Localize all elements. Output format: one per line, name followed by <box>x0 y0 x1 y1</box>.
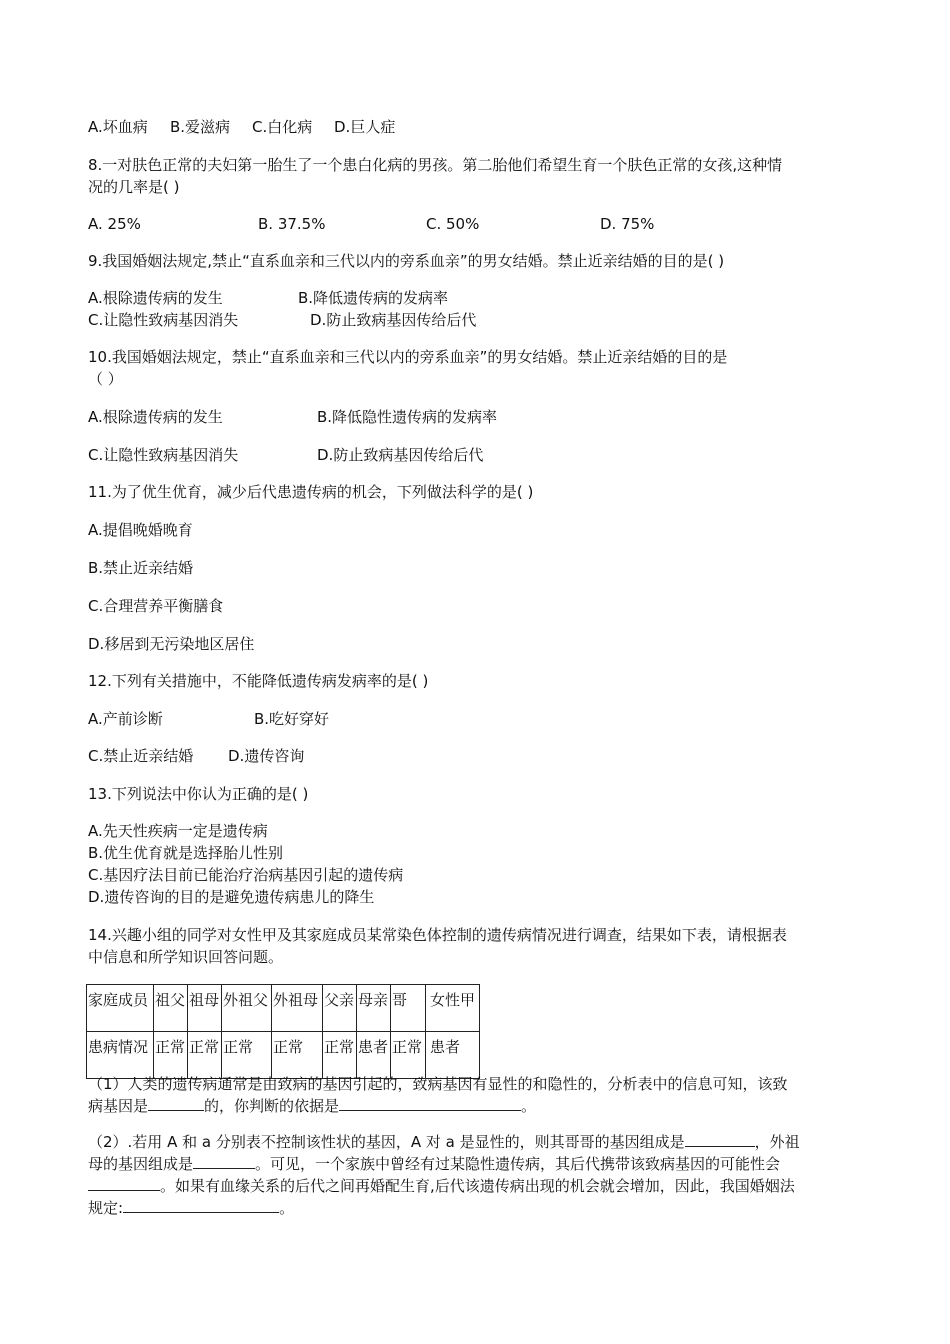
q9-option-c: C.让隐性致病基因消失 <box>88 311 239 329</box>
table-cell: 患者 <box>357 1032 391 1079</box>
q14-part2-text: 。如果有血缘关系的后代之间再婚配生育,后代该遗传病出现的机会就会增加，因此，我国婚姻法 <box>160 1177 795 1195</box>
table-cell: 正常 <box>323 1032 357 1079</box>
answer-blank-6[interactable] <box>123 1198 279 1213</box>
q14-part2-text: 。可见，一个家族中曾经有过某隐性遗传病，其后代携带该致病基因的可能性会 <box>255 1155 781 1173</box>
table-cell: 外祖父 <box>222 985 272 1032</box>
q9-stem: 9.我国婚姻法规定,禁止“直系血亲和三代以内的旁系血亲”的男女结婚。禁止近亲结婚的目的是( ) <box>88 252 725 270</box>
table-cell: 女性甲 <box>426 985 480 1032</box>
family-survey-table <box>86 984 480 1079</box>
q12-stem: 12.下列有关措施中，不能降低遗传病发病率的是( ) <box>88 672 429 690</box>
q14-part2-line4 <box>88 1198 294 1218</box>
table-cell: 正常 <box>272 1032 323 1079</box>
q12-option-b: B.吃好穿好 <box>254 710 330 728</box>
q14-part2-line2 <box>88 1154 780 1174</box>
table-cell: 患者 <box>426 1032 480 1079</box>
q13-option-d: D.遗传咨询的目的是避免遗传病患儿的降生 <box>88 888 375 906</box>
answer-blank-3[interactable] <box>685 1132 755 1147</box>
q10-option-b: B.降低隐性遗传病的发病率 <box>317 408 498 426</box>
q14-part2-line3 <box>88 1176 795 1196</box>
q8-stem-line1: 8.一对肤色正常的夫妇第一胎生了一个患白化病的男孩。第二胎他们希望生育一个肤色正常的女孩,这种情 <box>88 156 783 174</box>
table-cell: 正常 <box>222 1032 272 1079</box>
table-cell: 正常 <box>188 1032 222 1079</box>
q14-part2-text: 规定: <box>88 1199 124 1217</box>
q9-option-a: A.根除遗传病的发生 <box>88 289 223 307</box>
q7-option-d: D.巨人症 <box>334 118 396 136</box>
table-cell: 哥 <box>391 985 426 1032</box>
q8-stem-line2: 况的几率是( ) <box>88 178 180 196</box>
q13-stem: 13.下列说法中你认为正确的是( ) <box>88 785 309 803</box>
q12-option-c: C.禁止近亲结婚 <box>88 747 194 765</box>
table-cell: 正常 <box>391 1032 426 1079</box>
q11-stem: 11.为了优生优育，减少后代患遗传病的机会，下列做法科学的是( ) <box>88 483 534 501</box>
q10-option-c: C.让隐性致病基因消失 <box>88 446 239 464</box>
q9-option-d: D.防止致病基因传给后代 <box>310 311 477 329</box>
q8-option-b: B. 37.5% <box>258 215 326 233</box>
table-cell: 患病情况 <box>87 1032 154 1079</box>
table-header-row <box>87 985 480 1032</box>
table-cell: 外祖母 <box>272 985 323 1032</box>
q7-option-c: C.白化病 <box>252 118 313 136</box>
q12-option-d: D.遗传咨询 <box>228 747 305 765</box>
q12-option-a: A.产前诊断 <box>88 710 163 728</box>
q11-option-c: C.合理营养平衡膳食 <box>88 597 224 615</box>
q8-option-d: D. 75% <box>600 215 655 233</box>
table-cell: 祖母 <box>188 985 222 1032</box>
q14-part2-text: 。 <box>279 1199 295 1217</box>
q14-part1-line1: （1）人类的遗传病通常是由致病的基因引起的，致病基因有显性的和隐性的，分析表中的信息可知，该致 <box>88 1075 788 1093</box>
q14-part1-text: 病基因是 <box>88 1097 149 1115</box>
q13-option-c: C.基因疗法目前已能治疗治病基因引起的遗传病 <box>88 866 404 884</box>
q7-option-a: A.坏血病 <box>88 118 148 136</box>
q14-stem-line2: 中信息和所学知识回答问题。 <box>88 948 284 966</box>
answer-blank-5[interactable] <box>88 1176 160 1191</box>
table-cell: 正常 <box>154 1032 188 1079</box>
q14-part1-text: 的，你判断的依据是 <box>204 1097 340 1115</box>
q10-stem-line1: 10.我国婚姻法规定，禁止“直系血亲和三代以内的旁系血亲”的男女结婚。禁止近亲结婚的目的是 <box>88 348 728 366</box>
q14-part1-line2 <box>88 1096 536 1116</box>
answer-blank-4[interactable] <box>193 1154 255 1169</box>
q14-part1-text: 。 <box>521 1097 537 1115</box>
q14-stem-line1: 14.兴趣小组的同学对女性甲及其家庭成员某常染色体控制的遗传病情况进行调查，结果如下表，请根据表 <box>88 926 787 944</box>
table-cell: 母亲 <box>357 985 391 1032</box>
q14-part2-text: ，外祖 <box>754 1133 800 1151</box>
q10-stem-line2: （ ） <box>88 370 123 388</box>
table-cell: 家庭成员 <box>87 985 154 1032</box>
table-row <box>87 1032 480 1079</box>
q7-option-b: B.爱滋病 <box>170 118 231 136</box>
answer-blank-1[interactable] <box>148 1096 204 1111</box>
q14-part2-text: 母的基因组成是 <box>88 1155 194 1173</box>
q11-option-a: A.提倡晚婚晚育 <box>88 521 193 539</box>
q9-option-b: B.降低遗传病的发病率 <box>298 289 449 307</box>
q8-option-c: C. 50% <box>426 215 480 233</box>
q10-option-d: D.防止致病基因传给后代 <box>317 446 484 464</box>
table-cell: 祖父 <box>154 985 188 1032</box>
q13-option-a: A.先天性疾病一定是遗传病 <box>88 822 268 840</box>
q11-option-b: B.禁止近亲结婚 <box>88 559 194 577</box>
table-cell: 父亲 <box>323 985 357 1032</box>
q14-part2-line1 <box>88 1132 800 1152</box>
q10-option-a: A.根除遗传病的发生 <box>88 408 223 426</box>
q11-option-d: D.移居到无污染地区居住 <box>88 635 255 653</box>
q13-option-b: B.优生优育就是选择胎儿性别 <box>88 844 284 862</box>
q14-part2-text: （2）.若用 A 和 a 分别表不控制该性状的基因，A 对 a 是显性的，则其哥哥的基因组成是 <box>88 1133 685 1151</box>
q8-option-a: A. 25% <box>88 215 141 233</box>
answer-blank-2[interactable] <box>339 1096 521 1111</box>
